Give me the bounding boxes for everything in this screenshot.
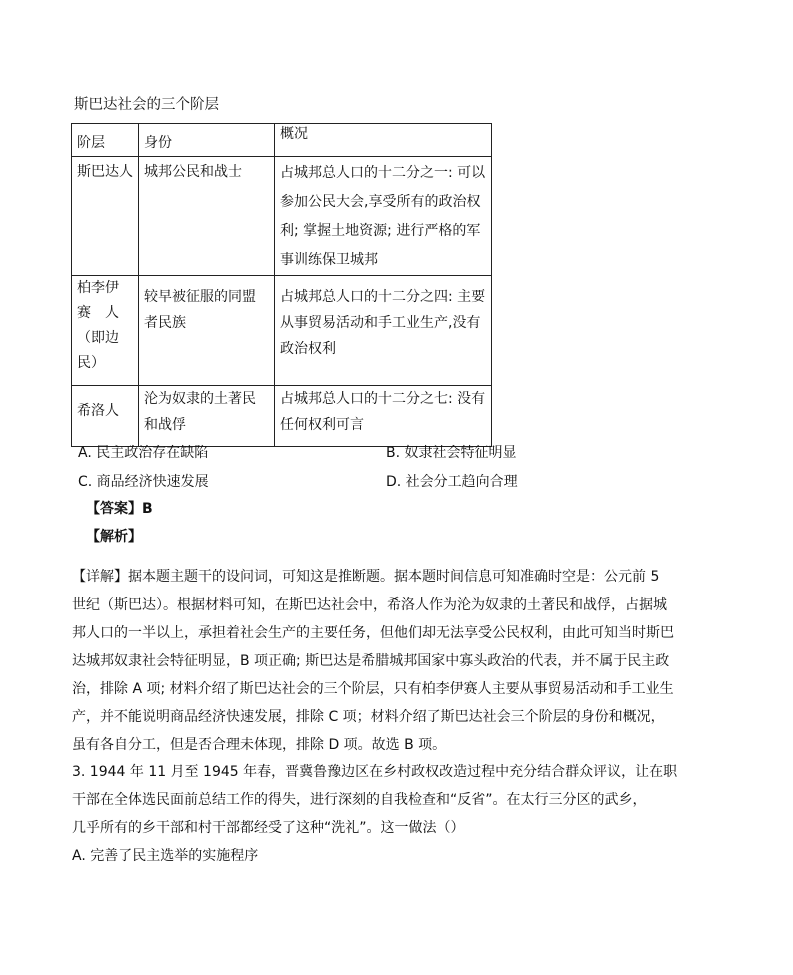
option-c: C. 商品经济快速发展 xyxy=(78,474,209,490)
social-ranks-table xyxy=(71,123,492,447)
rank-cell xyxy=(72,276,139,386)
identity-cell xyxy=(139,157,275,276)
rank-line: 希洛人 xyxy=(77,403,119,419)
question-3 xyxy=(72,758,722,870)
header-identity: 身份 xyxy=(139,124,275,157)
identity-line: 较早被征服的同盟 xyxy=(144,289,256,305)
summary-cell xyxy=(275,386,492,447)
header-summary: 概况 xyxy=(275,124,492,157)
summary-line: 占城邦总人口的十二分之一: 可以 xyxy=(280,165,486,181)
identity-line: 者民族 xyxy=(144,315,186,331)
explanation-line: 【详解】据本题主题干的设问词，可知这是推断题。据本题时间信息可知准确时空是：公元前 5 xyxy=(72,569,660,585)
explanation-line: 达城邦奴隶社会特征明显，B 项正确; 斯巴达是希腊城邦国家中寡头政治的代表，并不属于民主政 xyxy=(72,653,670,669)
option-b: B. 奴隶社会特征明显 xyxy=(386,445,517,461)
explanation-line: 虽有各自分工，但是否合理未体现，排除 D 项。故选 B 项。 xyxy=(72,737,447,753)
table-row xyxy=(72,157,492,276)
summary-line: 政治权利 xyxy=(280,341,336,357)
table-row xyxy=(72,276,492,386)
summary-line: 任何权利可言 xyxy=(280,417,364,433)
identity-line: 城邦公民和战士 xyxy=(144,164,242,180)
identity-line: 沦为奴隶的土著民 xyxy=(144,391,256,407)
table-title: 斯巴达社会的三个阶层 xyxy=(74,97,219,113)
summary-line: 从事贸易活动和手工业生产,没有 xyxy=(280,315,481,331)
answer-label: 【答案】B xyxy=(86,501,153,517)
summary-line: 占城邦总人口的十二分之七: 没有 xyxy=(280,391,486,407)
rank-line: 柏李伊 xyxy=(77,280,119,296)
question-3-line: 几乎所有的乡干部和村干部都经受了这种“洗礼”。这一做法（） xyxy=(72,820,465,836)
explanation-line: 世纪（斯巴达）。根据材料可知，在斯巴达社会中，希洛人作为沦为奴隶的土著民和战俘，占据城 xyxy=(72,597,667,613)
identity-line: 和战俘 xyxy=(144,417,186,433)
summary-line: 参加公民大会,享受所有的政治权 xyxy=(280,194,481,210)
rank-line: （即边 xyxy=(77,330,119,346)
table-row xyxy=(72,386,492,447)
explanation-line: 治，排除 A 项; 材料介绍了斯巴达社会的三个阶层，只有柏李伊赛人主要从事贸易活动和手工业生 xyxy=(72,681,674,697)
rank-line: 民） xyxy=(77,355,105,371)
explanation-line: 邦人口的一半以上，承担着社会生产的主要任务，但他们却无法享受公民权利，由此可知当时斯巴 xyxy=(72,625,674,641)
summary-line: 利; 掌握土地资源; 进行严格的军 xyxy=(280,223,481,239)
question-3-option-a: A. 完善了民主选举的实施程序 xyxy=(72,848,259,864)
option-a: A. 民主政治存在缺陷 xyxy=(78,445,209,461)
rank-line: 斯巴达人 xyxy=(77,164,133,180)
option-d: D. 社会分工趋向合理 xyxy=(386,474,518,490)
summary-cell xyxy=(275,157,492,276)
analysis-label: 【解析】 xyxy=(86,529,142,545)
question-3-line: 干部在全体选民面前总结工作的得失，进行深刻的自我检查和“反省”。在太行三分区的武乡， xyxy=(72,792,647,808)
rank-cell xyxy=(72,386,139,447)
explanation-line: 产，并不能说明商品经济快速发展，排除 C 项；材料介绍了斯巴达社会三个阶层的身份和概况， xyxy=(72,709,665,725)
header-rank: 阶层 xyxy=(72,124,139,157)
question-3-line: 3. 1944 年 11 月至 1945 年春，晋冀鲁豫边区在乡村政权改造过程中充分结合群众评议，让在职 xyxy=(72,764,678,780)
summary-cell xyxy=(275,276,492,386)
explanation-paragraph xyxy=(72,563,722,759)
rank-cell xyxy=(72,157,139,276)
summary-line: 占城邦总人口的十二分之四: 主要 xyxy=(280,289,486,305)
summary-line: 事训练保卫城邦 xyxy=(280,252,378,268)
table-header-row xyxy=(72,124,492,157)
identity-cell xyxy=(139,386,275,447)
identity-cell xyxy=(139,276,275,386)
rank-line: 赛 人 xyxy=(77,305,119,321)
